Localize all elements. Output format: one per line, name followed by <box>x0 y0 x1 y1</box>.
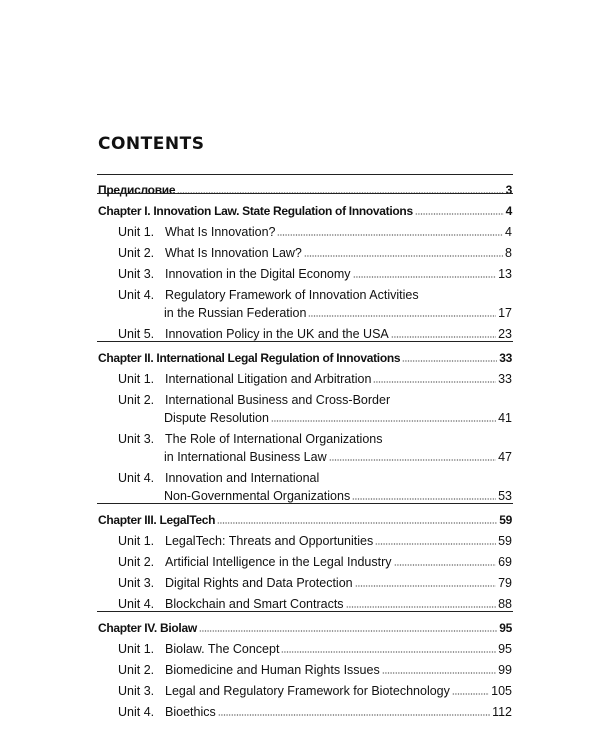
dot-leader <box>353 275 497 279</box>
toc-entry-chapter <box>98 621 512 636</box>
dot-leader <box>394 563 497 567</box>
chapter-title: Chapter I. Innovation Law. State Regulation of Innovations <box>98 204 413 218</box>
toc-entry-unit <box>118 555 512 570</box>
unit-title: in the Russian Federation <box>164 306 307 320</box>
divider-rule <box>97 611 513 612</box>
dot-leader <box>352 497 496 501</box>
page-number: 59 <box>499 513 512 527</box>
unit-number: Unit 2. <box>118 246 155 260</box>
unit-title: What Is Innovation Law? <box>165 246 302 260</box>
toc-entry-unit <box>118 372 512 387</box>
unit-title-line: The Role of International Organizations <box>165 432 383 446</box>
unit-title: in International Business Law <box>164 450 327 464</box>
toc-entry-unit <box>118 267 512 282</box>
unit-number: Unit 5. <box>118 327 155 341</box>
unit-number: Unit 1. <box>118 225 155 239</box>
dot-leader <box>218 713 490 717</box>
unit-title: What Is Innovation? <box>165 225 276 239</box>
chapter-title: Chapter IV. Biolaw <box>98 621 197 635</box>
toc-entry-unit <box>118 684 512 699</box>
dot-leader <box>217 521 497 525</box>
unit-title: Legal and Regulatory Framework for Biotechnology <box>165 684 450 698</box>
page-title: CONTENTS <box>98 134 205 154</box>
dot-leader <box>329 458 496 462</box>
dot-leader <box>355 584 496 588</box>
toc-entry-unit <box>118 534 512 549</box>
unit-title: International Litigation and Arbitration <box>165 372 372 386</box>
unit-entry-first-line <box>118 288 419 303</box>
unit-title: Biomedicine and Human Rights Issues <box>165 663 380 677</box>
unit-title: Digital Rights and Data Protection <box>165 576 353 590</box>
dot-leader <box>452 692 489 696</box>
dot-leader <box>346 605 497 609</box>
toc-entry-unit <box>118 327 512 342</box>
unit-title: Biolaw. The Concept <box>165 642 280 656</box>
dot-leader <box>391 335 496 339</box>
page-number: 41 <box>498 411 512 425</box>
toc-entry-unit <box>118 225 512 240</box>
unit-entry-first-line <box>118 432 383 447</box>
page-number: 33 <box>499 351 512 365</box>
unit-entry-first-line <box>118 471 319 486</box>
unit-number: Unit 2. <box>118 663 155 677</box>
page-number: 95 <box>498 642 512 656</box>
page-number: 8 <box>505 246 512 260</box>
unit-number: Unit 3. <box>118 267 155 281</box>
page-number: 88 <box>498 597 512 611</box>
page-number: 59 <box>498 534 512 548</box>
page-number: 99 <box>498 663 512 677</box>
page-number: 4 <box>505 204 512 218</box>
toc-entry-unit <box>118 576 512 591</box>
dot-leader <box>415 212 504 216</box>
dot-leader <box>382 671 496 675</box>
unit-title: Non-Governmental Organizations <box>164 489 351 503</box>
dot-leader <box>199 629 497 633</box>
page-number: 79 <box>498 576 512 590</box>
unit-title: Innovation Policy in the UK and the USA <box>165 327 389 341</box>
page-number: 112 <box>492 705 512 719</box>
unit-number: Unit 4. <box>118 471 155 485</box>
toc-entry-unit <box>118 246 512 261</box>
unit-title: Bioethics <box>165 705 216 719</box>
unit-number: Unit 2. <box>118 393 155 407</box>
toc-entry-unit <box>118 642 512 657</box>
dot-leader <box>402 359 497 363</box>
divider-rule <box>97 503 513 504</box>
dot-leader <box>281 650 496 654</box>
unit-title-line: Regulatory Framework of Innovation Activities <box>165 288 419 302</box>
page-number: 95 <box>499 621 512 635</box>
toc-entry-chapter <box>98 204 512 219</box>
toc-entry-chapter <box>98 351 512 366</box>
unit-number: Unit 2. <box>118 555 155 569</box>
dot-leader <box>277 233 503 237</box>
unit-number: Unit 3. <box>118 432 155 446</box>
page-number: 4 <box>505 225 512 239</box>
unit-number: Unit 4. <box>118 705 155 719</box>
page-number: 13 <box>498 267 512 281</box>
unit-number: Unit 1. <box>118 642 155 656</box>
page-number: 23 <box>498 327 512 341</box>
toc-entry-unit <box>118 663 512 678</box>
unit-entry-first-line <box>118 393 390 408</box>
divider-rule <box>97 341 513 342</box>
divider-rule <box>97 193 513 194</box>
divider-rule <box>97 174 513 175</box>
toc-entry-preface <box>98 183 512 198</box>
dot-leader <box>304 254 503 258</box>
toc-entry-chapter <box>98 513 512 528</box>
page-number: 105 <box>491 684 512 698</box>
dot-leader <box>271 419 496 423</box>
page-number: 69 <box>498 555 512 569</box>
unit-title-line: International Business and Cross-Border <box>165 393 391 407</box>
toc-entry-unit <box>164 450 512 465</box>
unit-title-line: Innovation and International <box>165 471 320 485</box>
page-number: 3 <box>505 183 512 197</box>
toc-entry-unit <box>164 306 512 321</box>
unit-number: Unit 3. <box>118 684 155 698</box>
unit-number: Unit 1. <box>118 372 155 386</box>
unit-number: Unit 1. <box>118 534 155 548</box>
toc-entry-unit <box>164 489 512 504</box>
unit-number: Unit 3. <box>118 576 155 590</box>
chapter-title: Chapter III. LegalTech <box>98 513 216 527</box>
unit-number: Unit 4. <box>118 288 155 302</box>
unit-number: Unit 4. <box>118 597 155 611</box>
page-number: 53 <box>498 489 512 503</box>
unit-title: LegalTech: Threats and Opportunities <box>165 534 374 548</box>
page-number: 47 <box>498 450 512 464</box>
page-number: 33 <box>498 372 512 386</box>
dot-leader <box>308 314 496 318</box>
chapter-title: Chapter II. International Legal Regulation of Innovations <box>98 351 401 365</box>
page-number: 17 <box>498 306 512 320</box>
toc-entry-unit <box>164 411 512 426</box>
unit-title: Blockchain and Smart Contracts <box>165 597 344 611</box>
unit-title: Innovation in the Digital Economy <box>165 267 351 281</box>
chapter-title: Предисловие <box>98 183 176 197</box>
toc-entry-unit <box>118 705 512 720</box>
dot-leader <box>375 542 496 546</box>
unit-title: Artificial Intelligence in the Legal Industry <box>165 555 392 569</box>
toc-entry-unit <box>118 597 512 612</box>
unit-title: Dispute Resolution <box>164 411 269 425</box>
dot-leader <box>373 380 496 384</box>
